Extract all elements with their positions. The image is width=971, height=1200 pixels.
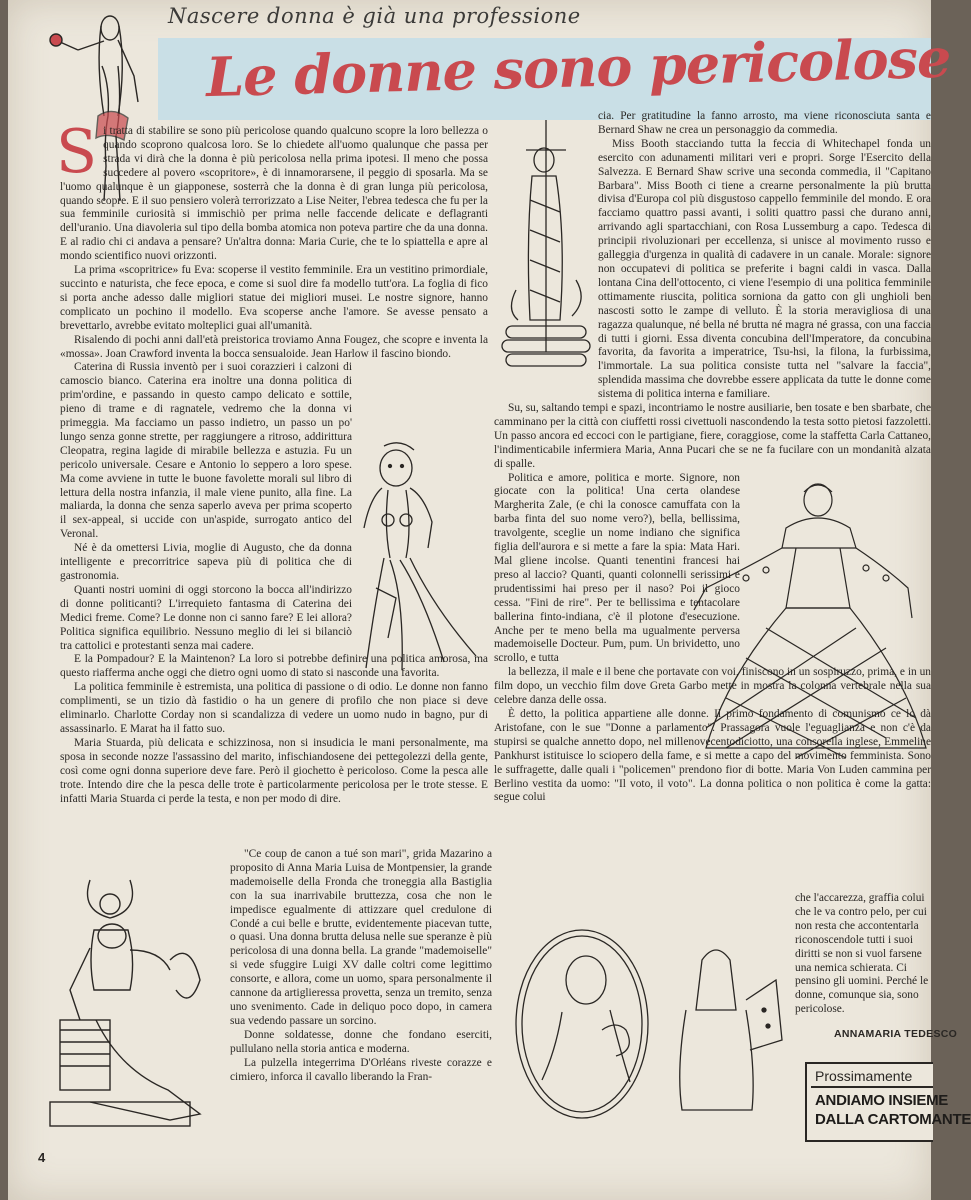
- paragraph: Donne soldatesse, donne che fondano eserciti, pullulano nella storia antica e moderna.: [230, 1028, 492, 1055]
- paragraph: E la Pompadour? E la Maintenon? La loro si potrebbe definire una politica amorosa, ma questo riafferma anche oggi che dietro ogni uomo di stato si nasconde una favorita.: [60, 653, 488, 680]
- portrait-vignette-illustration: [506, 920, 792, 1130]
- egyptian-queen-illustration: [50, 870, 228, 1132]
- article-column-middle: [230, 848, 492, 1084]
- paragraph: Né è da omettersi Livia, moglie di Augusto, che da donna intelligente e precorritrice sapeva più di politica che di gastronomia.: [60, 542, 352, 582]
- paragraph: i tratta di stabilire se sono più pericolose quando qualcuno scopre la loro bellezza o quando scoprono qualcosa loro. Se lo chiedete all'uomo qualunque che passa per strada vi dirà che la donna è più pericolosa nella prima ipotesi. Il meno che possa succedere al povero «scopritore», è di innamorarsene, il peggio di sposarla. Ma se l'uomo qualunque è un giapponese, sosterrà che la donna è di gran lunga più pericolosa, quando scopre. E il suo pensiero volerà terrorizzato a Lise Neiter, l'ebrea tedesca che fu per la sua femminile curiosità si immischiò per prima nelle faccende delicate e deflagranti dell'uranio. Una diavoleria sul tipo della bomba atomica non poteva partire che da una donna. E al radio chi ci andava a pensare? Un'altra donna: Maria Curie, che te lo spiattella e apre al mondo scientifico nuovi orizzonti.: [60, 125, 488, 263]
- queen-gown-illustration: [686, 478, 931, 768]
- promo-line-2: DALLA CARTOMANTE: [815, 1111, 971, 1128]
- kicker-subtitle: Nascere donna è già una professione: [168, 4, 581, 28]
- magazine-page: [8, 0, 971, 1200]
- dancer-illustration: [344, 438, 486, 678]
- page-number: 4: [38, 1150, 46, 1165]
- paragraph: È detto, la politica appartiene alle donne. Il primo fondamento di comunismo ce lo dà Aristofane, con le sue "Donne a parlamento". Prassagora vuole l'eguaglianza e non c'è da stupirsi se qualche annetto dopo, nel millenovecentodiciotto, una consorella inglese, Emmeline Pankhurst istituisce lo sciopero della fame, e si mette a capo del movimento femminista. Sono le suffragette, dalle quali i "policemen" prendono fior di botte. Maria Von Luden cammina per Berlino vestita da uomo: "Il voto, il voto". La donna politica o non politica è come la gatta: segue colui: [494, 707, 931, 804]
- promo-divider: [811, 1086, 933, 1088]
- promo-box: [805, 1062, 971, 1142]
- closing-paragraph: che l'accarezza, graffia colui che le va contro pelo, per cui non resta che accontentarla riconoscendole tutti i suoi diritti se non si vuol farsene una nemica schierata. Ci pensino gli uomini. Perché le donne, comunque sia, sono pericolose.: [795, 892, 929, 1016]
- paragraph: "Ce coup de canon a tué son mari", grida Mazarino a proposito di Anna Maria Luisa de Montpensier, la grande mademoiselle della Fronda che troneggia alla Bastiglia con la sua inarrivabile bruttezza, cosa che non le impedisce egualmente di attizzare quel credulone di Condé a cui belle e brutte, evidentemente piacevan tutte, o quasi. Una donna brutta delusa nelle sue speranze è più pericolosa di una donna bella. La grande "mademoiselle" si vede sfuggire Luigi XV dalle coltri come legittimo consorte, e allora, come un uomo, spara personalmente il cannone da artiglieressa provetta, senza un tremito, senza uno svenimento. Cade in deliquo poco dopo, in camera sua vedendo passare un sorcino.: [230, 848, 492, 1027]
- paragraph: Quanti nostri uomini di oggi storcono la bocca all'indirizzo di donne politicanti? L'irrequieto fantasma di Caterina dei Medici freme. Come? Le donne non ci sanno fare? E lei allora? Politica significa equilibrio. Nessuno meglio di lei si bilanciò tra cattolici e protestanti senza mai cadere.: [60, 583, 352, 652]
- paragraph: La prima «scopritrice» fu Eva: scoperse il vestito femminile. Era un vestitino primordiale, succinto e naturista, che fece epoca, e come si suol dire fa modello tutt'ora. La foglia di fico si porta anche adesso dalle migliori statue dei migliori musei. Le nostre signore, hanno complicato un pochino il modello. Eva scoperse anche l'amore. Se avesse pensato a brevettarlo, avrebbe evitato molteplici guai all'umanità.: [60, 264, 488, 332]
- paragraph: cia. Per gratitudine la fanno arrosto, ma viene riconosciuta santa e Bernard Shaw ne crea un personaggio da commedia.: [598, 110, 931, 136]
- paragraph: Maria Stuarda, più delicata e schizzinosa, non si insudicia le mani personalmente, ma sposa in seconde nozze l'assassino del marito, infischiandosene dei pettegolezzi della gente, così come ogni donna superiore deve fare. Però il giochetto è pericoloso. Come la pesca alle trote. Intendo dire che la pesca delle trote è particolarmente pericolosa per le trote stesse. E infatti Maria Stuarda ci perde la testa, e non per modo di dire.: [60, 736, 488, 805]
- paragraph: Politica e amore, politica e morte. Signore, non giocate con la politica! Una certa olandese Margherita Zale, (e chi la conosce camuffata con la barba finta del suo nome vero?), bella, bellissima, travolgente, sceglie un nome indiano che significa figlia dell'aurora e si mette a fare la spia: Mata Hari. Mal gliene incolse. Quanti tenentini francesi hai preso al laccio? Quanti, quanti colonnelli serissimi e prudentissimi hai preso per il naso? Poi il gioco cessa. "Fini de rire". Per te bellissima e tentacolare ballerina finto-indiana, c'è il plotone d'esecuzione. Anche per te meno bella ma ugualmente perversa mademoiselle Docteur. Pum, pum. Un brividetto, uno scrollo, e tutta: [494, 471, 740, 665]
- paragraph: Su, su, saltando tempi e spazi, incontriamo le nostre ausiliarie, ben tosate e ben sbarbate, che camminano per la città con ciuffetti rossi civettuoli nascondendo la testa sotto pietosi fazzoletti. Un passo ancora ed eccoci con le partigiane, fiere, coraggiose, come la staffetta Carla Cattaneo, l'indimenticabile infermiera Maria, Anna Pucari che se ne fa fucilare con un mondanità alzata di spalle.: [494, 402, 931, 470]
- paragraph: La pulzella integerrima D'Orléans riveste corazze e cimiero, inforca il cavallo liberando la Fran-: [230, 1056, 492, 1083]
- paragraph: Miss Booth stacciando tutta la feccia di Whitechapel fonda un esercito con adunamenti militari veri e propri. Sorge l'Esercito della Salvezza. E Bernard Shaw scrive una seconda commedia, il "Capitano Barbara". Miss Booth ci tiene a crearne personalmente la più brutta divisa d'Europa col più disgustoso cappello femminile del mondo. E ora facciamo quattro passi avanti, i soliti quattro passi che durano anni, arrivando agli spartacchiani, con Rosa Lussemburg a capo. Tedesca di principii rivoluzionari per eccellenza, si unisce al movimento russo e galleggia d'urgenza in qualità di cadavere in un canale. Morale: signore non occupatevi di politica se preferite i bagni caldi in vasca. Dalla lontana Cina dell'ottocento, ci viene l'esempio di una politica femminile ottimamente riuscita, politica sorniona da gatto con gli unghioli ben nascosti sotto le zampe di velluto. È la storia meravigliosa di una ragazza qualunque, né bella né brutta né magra né grassa, con una faccia di tutti i giorni. Essa diventa concubina dell'Imperatore, da concubina favorita, da favorita a imperatrice, Tsu-hsi, la filona, la furbissima, l'immortale. La sua politica consiste tutta nel "salvare la faccia", splendida massima che dovrebbe essere applicata da tutte le donne come sistema di politica interna e familiare.: [598, 137, 931, 401]
- paragraph: La politica femminile è estremista, una politica di passione o di odio. Le donne non fanno complimenti, se un tizio dà fastidio o ha un genere di profilo che non piace si deve eliminarlo. Charlotte Corday non si scandalizza di vedere un uomo nudo in bagno, pur di assassinarlo. E Marat ha il fatto suo.: [60, 681, 488, 735]
- paragraph: Risalendo di pochi anni dall'età preistorica troviamo Anna Fougez, che scopre e inventa la «mossa». Joan Crawford inventa la bocca sensualoide. Jean Harlow il fascino biondo.: [60, 333, 488, 360]
- promo-label: Prossimamente: [815, 1068, 913, 1084]
- promo-line-1: ANDIAMO INSIEME: [815, 1092, 949, 1109]
- drop-cap: S: [56, 117, 98, 187]
- paragraph: Caterina di Russia inventò per i suoi corazzieri i calzoni di camoscio bianco. Caterina era inoltre una donna politica di prim'ordine, e passando in questo campo delicato e sottile, pieno di trame e di ragnatele, vedremo che la donna vi primeggia. Ma facciamo un passo indietro, un passo un po' lungo senza gonne strette, per raggiungere a ritroso, addirittura Cleopatra, regina lagide di mirabile bellezza e astuzia. Fu un pericolo universale. Cesare e Antonio lo seppero a loro spese. Ma come avviene in tutte le buone favolette morali sul libro di lettura della nostra infanzia, il male viene punito, alla fine. La maliarda, la donna che senza saperlo aveva per prima scoperto il sex-appeal, si uccide con un'aspide, surrogato antico del Veronal.: [60, 361, 352, 541]
- paragraph: la bellezza, il male e il bene che portavate con voi, finiscono in un sospiruzzo, prima, e in un film dopo, un vecchio film dove Greta Garbo mette in mostra la colonna vertebrale nella sua celebre danza delle ossa.: [494, 666, 931, 707]
- author-signature: ANNAMARIA TEDESCO: [834, 1028, 958, 1040]
- page-title: Le donne sono pericolose: [205, 25, 952, 110]
